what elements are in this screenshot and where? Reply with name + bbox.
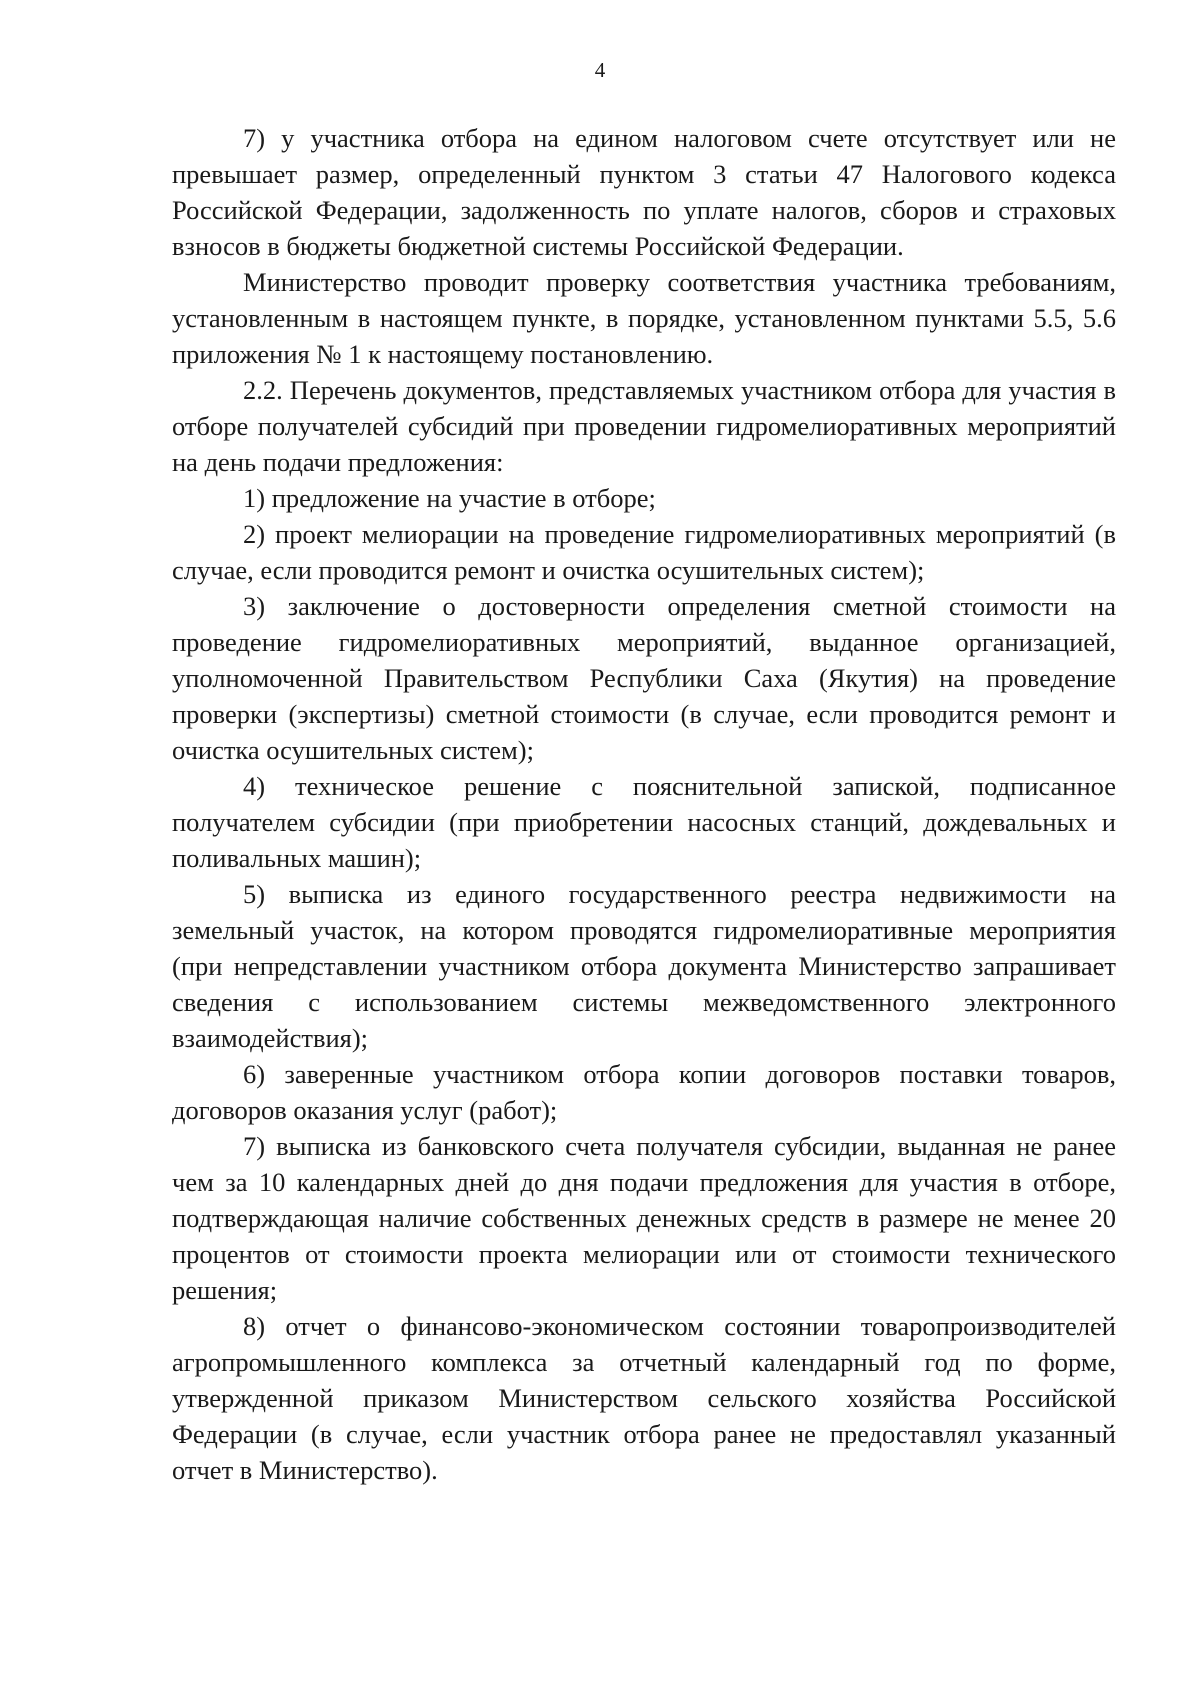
paragraph-item-7-tax-debt: 7) у участника отбора на едином налоговом счете отсутствует или не превышает размер, определенный пунктом 3 статьи 47 Налогового кодекса Российской Федерации, задолженность по уплате налогов, сборов и страховых взносов в бюджеты бюджетной системы Российской Федерации. [172, 123, 1116, 261]
list-item-5-registry-extract: 5) выписка из единого государственного реестра недвижимости на земельный участок, на котором проводятся гидромелиоративные мероприятия (при непредставлении участником отбора документа Министерство запрашивает сведения с использованием системы межведомственного электронного взаимодействия); [172, 879, 1116, 1053]
paragraph-2-2-documents-list: 2.2. Перечень документов, представляемых участником отбора для участия в отборе получателей субсидий при проведении гидромелиоративных мероприятий на день подачи предложения: [172, 375, 1116, 477]
list-item-3-cost-conclusion: 3) заключение о достоверности определения сметной стоимости на проведение гидромелиоративных мероприятий, выданное организацией, уполномоченной Правительством Республики Саха (Якутия) на проведение проверки (экспертизы) сметной стоимости (в случае, если проводится ремонт и очистка осушительных систем); [172, 591, 1116, 765]
page-number: 4 [594, 58, 606, 82]
list-item-7-bank-statement: 7) выписка из банковского счета получателя субсидии, выданная не ранее чем за 10 календарных дней до дня подачи предложения для участия в отборе, подтверждающая наличие собственных денежных средств в размере не менее 20 процентов от стоимости проекта мелиорации или от стоимости технического решения; [172, 1131, 1116, 1305]
list-item-2-melioration-project: 2) проект мелиорации на проведение гидромелиоративных мероприятий (в случае, если проводится ремонт и очистка осушительных систем); [172, 519, 1116, 585]
paragraph-ministry-check: Министерство проводит проверку соответствия участника требованиям, установленным в настоящем пункте, в порядке, установленном пунктами 5.5, 5.6 приложения № 1 к настоящему постановлению. [172, 267, 1116, 369]
list-item-1-proposal: 1) предложение на участие в отборе; [243, 483, 656, 513]
document-body [172, 120, 1116, 1488]
list-item-4-technical-solution: 4) техническое решение с пояснительной запиской, подписанное получателем субсидии (при приобретении насосных станций, дождевальных и поливальных машин); [172, 771, 1116, 873]
list-item-8-financial-report: 8) отчет о финансово-экономическом состоянии товаропроизводителей агропромышленного комплекса за отчетный календарный год по форме, утвержденной приказом Министерством сельского хозяйства Российской Федерации (в случае, если участник отбора ранее не предоставлял указанный отчет в Министерство). [172, 1311, 1116, 1485]
list-item-6-contract-copies: 6) заверенные участником отбора копии договоров поставки товаров, договоров оказания услуг (работ); [172, 1059, 1116, 1125]
